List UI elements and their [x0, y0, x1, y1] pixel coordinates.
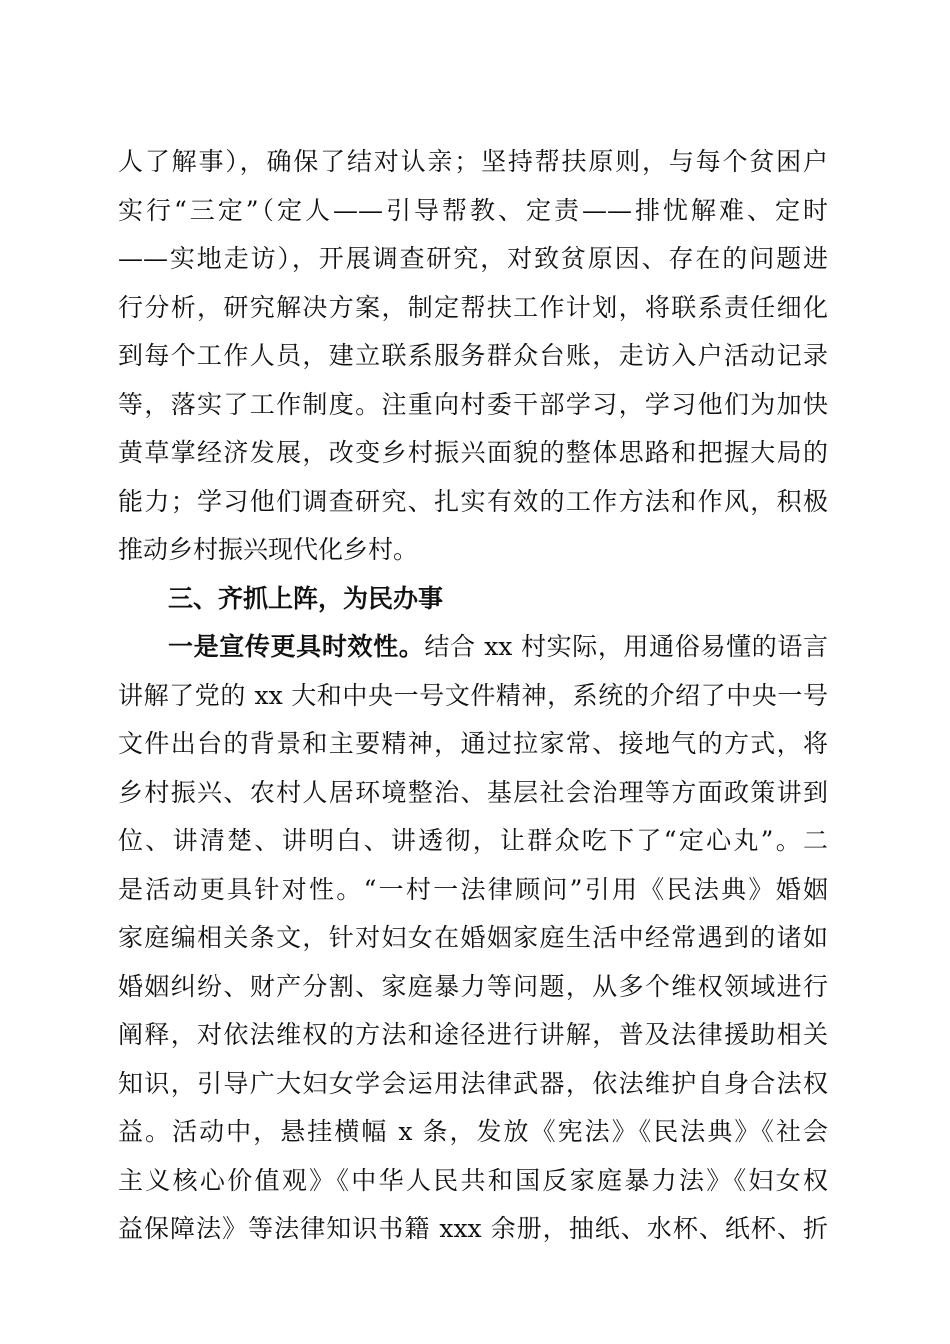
text-line: 黄草掌经济发展，改变乡村振兴面貌的整体思路和把握大局的: [118, 438, 828, 467]
text-line: 能力；学习他们调查研究、扎实有效的工作方法和作风，积极: [118, 486, 828, 516]
text-line: 乡村振兴、农村人居环境整治、基层社会治理等方面政策讲到: [118, 777, 828, 807]
text-line: ——实地走访），开展调查研究，对致贫原因、存在的问题进: [118, 244, 828, 273]
text-line: 实行“三定”（定人——引导帮教、定责——排忧解难、定时: [118, 195, 828, 225]
paragraph-2: [118, 623, 828, 1254]
text-line: 推动乡村振兴现代化乡村。: [118, 535, 419, 564]
text-line: 益。活动中，悬挂横幅 x 条，发放《宪法》《民法典》《社会: [118, 1117, 828, 1146]
text-line: 知识，引导广大妇女学会运用法律武器，依法维护自身合法权: [118, 1068, 828, 1098]
text-line-first: [118, 623, 828, 672]
text-line: 行分析，研究解决方案，制定帮扶工作计划，将联系责任细化: [118, 292, 828, 322]
text-line: 家庭编相关条文，针对妇女在婚姻家庭生活中经常遇到的诸如: [118, 923, 828, 952]
text-line: 阐释，对依法维权的方法和途径进行讲解，普及法律援助相关: [118, 1020, 828, 1049]
text-line: 主义核心价值观》《中华人民共和国反家庭暴力法》《妇女权: [118, 1165, 828, 1195]
document-body: [118, 138, 828, 1254]
text-line: 讲解了党的 xx 大和中央一号文件精神，系统的介绍了中央一号: [118, 680, 828, 710]
text-line: 人了解事），确保了结对认亲；坚持帮扶原则，与每个贫困户: [118, 147, 828, 176]
text-line: 婚姻纠纷、财产分割、家庭暴力等问题，从多个维权领域进行: [118, 971, 828, 1001]
paragraph-1: [118, 138, 828, 575]
text-line: 位、讲清楚、讲明白、讲透彻，让群众吃下了“定心丸”。二: [118, 826, 828, 855]
text-line: 益保障法》等法律知识书籍 xxx 余册，抽纸、水杯、纸杯、折: [118, 1214, 828, 1243]
text-line: 是活动更具针对性。“一村一法律顾问”引用《民法典》婚姻: [118, 874, 828, 904]
text-line: 等，落实了工作制度。注重向村委干部学习，学习他们为加快: [118, 389, 828, 419]
section-heading: 三、齐抓上阵，为民办事: [168, 583, 444, 613]
text-line: 到每个工作人员，建立联系服务群众台账，走访入户活动记录: [118, 341, 828, 370]
paragraph-lead: 一是宣传更具时效性。: [168, 632, 425, 661]
text-line: 文件出台的背景和主要精神，通过拉家常、接地气的方式，将: [118, 729, 828, 758]
first-line-rest: 结合 xx 村实际，用通俗易懂的语言: [424, 632, 828, 661]
